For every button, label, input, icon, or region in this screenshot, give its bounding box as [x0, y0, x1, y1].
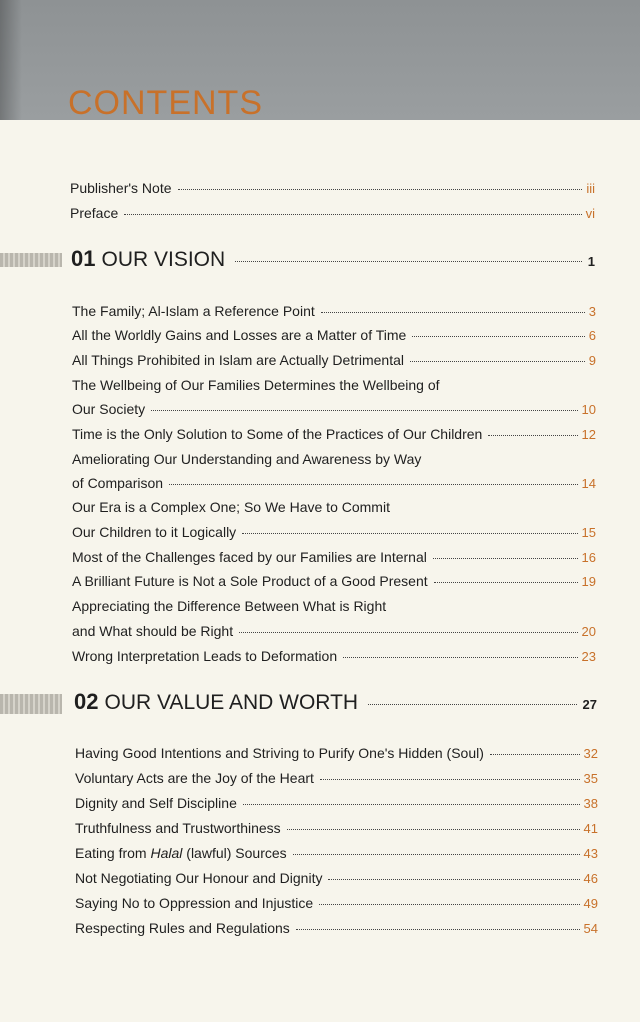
toc-entry-title: Wrong Interpretation Leads to Deformation [72, 648, 338, 664]
dot-leader [328, 879, 579, 880]
toc-entry[interactable] [72, 425, 596, 444]
dot-leader [433, 558, 578, 559]
toc-entry-page: vi [585, 206, 595, 221]
toc-entry-title: Most of the Challenges faced by our Families are Internal [72, 549, 427, 565]
dot-leader [434, 582, 578, 583]
toc-entry-line[interactable]: Ameliorating Our Understanding and Awareness by Way [72, 451, 422, 467]
dot-leader [151, 410, 577, 411]
toc-entry[interactable] [72, 647, 596, 666]
dot-leader [178, 189, 583, 190]
section-heading[interactable] [71, 246, 595, 272]
toc-entry-title: Preface [70, 205, 119, 221]
toc-entry-page: 12 [581, 427, 596, 442]
toc-entry-page: 38 [583, 796, 598, 811]
toc-entry[interactable] [70, 179, 595, 198]
toc-entry-title: Time is the Only Solution to Some of the Practices of Our Children [72, 426, 483, 442]
dot-leader [296, 929, 580, 930]
dot-leader [287, 829, 580, 830]
toc-entry-line[interactable]: Our Era is a Complex One; So We Have to Commit [72, 499, 390, 515]
page-title: CONTENTS [68, 84, 263, 122]
dot-leader [320, 779, 580, 780]
toc-entry[interactable] [75, 894, 598, 913]
toc-entry-page: 23 [581, 649, 596, 664]
toc-entry-title: Respecting Rules and Regulations [75, 920, 290, 936]
toc-entry-title: Dignity and Self Discipline [75, 795, 237, 811]
toc-entry-title: All Things Prohibited in Islam are Actually Detrimental [72, 352, 405, 368]
toc-entry-title: Our Society [72, 401, 146, 417]
dot-leader [488, 435, 577, 436]
dot-leader [321, 312, 585, 313]
toc-entry-title: A Brilliant Future is Not a Sole Product of a Good Present [72, 573, 428, 589]
toc-entry[interactable] [72, 351, 596, 370]
toc-entry-page: 43 [583, 846, 598, 861]
toc-entry[interactable] [70, 204, 595, 223]
toc-entry-title: Publisher's Note [70, 180, 172, 196]
toc-entry[interactable] [75, 744, 598, 763]
toc-entry[interactable] [72, 572, 596, 591]
toc-entry[interactable] [75, 919, 598, 938]
toc-entry-page: 35 [583, 771, 598, 786]
toc-entry-page: 14 [581, 476, 596, 491]
toc-entry[interactable] [72, 548, 596, 567]
toc-entry[interactable] [72, 400, 596, 419]
toc-entry-page: 20 [581, 624, 596, 639]
dot-leader [319, 904, 579, 905]
section-page: 1 [587, 254, 595, 269]
toc-entry[interactable] [72, 523, 596, 542]
dot-leader [169, 484, 577, 485]
toc-entry-page: 6 [588, 328, 596, 343]
dot-leader [235, 261, 582, 262]
toc-entry-page: 32 [583, 746, 598, 761]
section-page: 27 [582, 697, 597, 712]
toc-entry-page: 46 [583, 871, 598, 886]
toc-entry-title: Truthfulness and Trustworthiness [75, 820, 281, 836]
dot-leader [293, 854, 580, 855]
dot-leader [343, 657, 577, 658]
dot-leader [410, 361, 585, 362]
toc-entry-page: 54 [583, 921, 598, 936]
toc-entry-page: 19 [581, 574, 596, 589]
dot-leader [239, 632, 577, 633]
section-number: 01 [71, 246, 96, 271]
dot-leader [243, 804, 580, 805]
title-prefix: Eating from [75, 845, 151, 861]
title-emphasis: Halal [150, 845, 183, 861]
title-suffix: (lawful) Sources [182, 845, 287, 861]
dot-leader [124, 214, 581, 215]
toc-entry-title: Our Children to it Logically [72, 524, 237, 540]
toc-entry-title: The Family; Al-Islam a Reference Point [72, 303, 315, 319]
section-marker-bar [0, 253, 62, 267]
toc-entry[interactable] [72, 474, 596, 493]
toc-entry-title: of Comparison [72, 475, 164, 491]
toc-entry[interactable] [75, 844, 598, 863]
section-heading[interactable] [74, 689, 597, 715]
toc-entry-title [75, 844, 287, 862]
dot-leader [242, 533, 577, 534]
dot-leader [490, 754, 580, 755]
toc-entry-page: 16 [581, 550, 596, 565]
toc-entry-page: 9 [588, 353, 596, 368]
section-number: 02 [74, 689, 99, 714]
toc-entry[interactable] [75, 819, 598, 838]
dot-leader [368, 704, 576, 705]
section-marker-bar [0, 694, 62, 714]
toc-entry-title: and What should be Right [72, 623, 234, 639]
toc-entry-line[interactable]: The Wellbeing of Our Families Determines the Wellbeing of [72, 377, 440, 393]
toc-entry[interactable] [75, 869, 598, 888]
toc-entry[interactable] [72, 622, 596, 641]
toc-entry-title: Saying No to Oppression and Injustice [75, 895, 314, 911]
section-title: OUR VALUE AND WORTH [104, 691, 359, 714]
toc-entry-page: 49 [583, 896, 598, 911]
toc-entry-title: Having Good Intentions and Striving to Purify One's Hidden (Soul) [75, 745, 484, 761]
toc-entry[interactable] [75, 769, 598, 788]
toc-entry-page: 15 [581, 525, 596, 540]
toc-entry[interactable] [72, 302, 596, 321]
toc-entry-page: iii [586, 181, 595, 196]
toc-entry-line[interactable]: Appreciating the Difference Between What is Right [72, 598, 387, 614]
toc-entry-title: Not Negotiating Our Honour and Dignity [75, 870, 323, 886]
toc-entry[interactable] [75, 794, 598, 813]
toc-entry-title: Voluntary Acts are the Joy of the Heart [75, 770, 314, 786]
dot-leader [412, 336, 584, 337]
section-title: OUR VISION [101, 248, 226, 271]
toc-entry[interactable] [72, 326, 596, 345]
toc-entry-page: 10 [581, 402, 596, 417]
toc-entry-page: 3 [588, 304, 596, 319]
toc-entry-title: All the Worldly Gains and Losses are a Matter of Time [72, 327, 407, 343]
toc-entry-page: 41 [583, 821, 598, 836]
